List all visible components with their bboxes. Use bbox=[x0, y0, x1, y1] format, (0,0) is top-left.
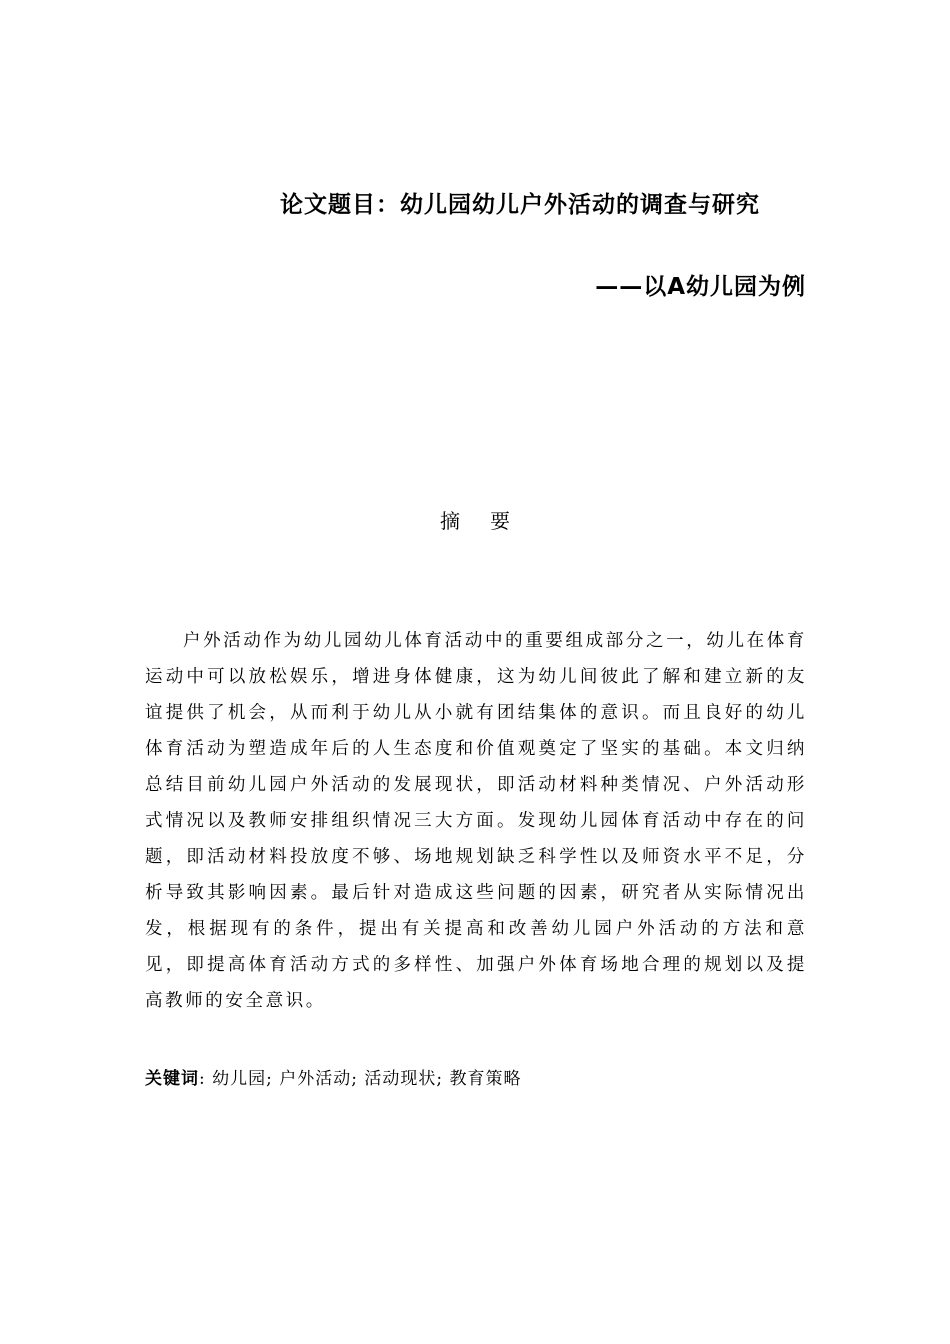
abstract-heading: 摘要 bbox=[440, 509, 540, 533]
paper-title: 论文题目：幼儿园幼儿户外活动的调查与研究 bbox=[280, 192, 760, 218]
abstract-body: 户外活动作为幼儿园幼儿体育活动中的重要组成部分之一，幼儿在体育运动中可以放松娱乐，增进身体健康，这为幼儿间彼此了解和建立新的友谊提供了机会，从而利于幼儿从小就有团结集体的意识。而且良好的幼儿体育活动为塑造成年后的人生态度和价值观奠定了坚实的基础。本文归纳总结目前幼儿园户外活动的发展现状，即活动材料种类情况、户外活动形式情况以及教师安排组织情况三大方面。发现幼儿园体育活动中存在的问题，即活动材料投放度不够、场地规划缺乏科学性以及师资水平不足，分析导致其影响因素。最后针对造成这些问题的因素，研究者从实际情况出发，根据现有的条件，提出有关提高和改善幼儿园户外活动的方法和意见，即提高体育活动方式的多样性、加强户外体育场地合理的规划以及提高教师的安全意识。 bbox=[145, 631, 807, 1011]
keywords-values: 幼儿园; 户外活动; 活动现状; 教育策略 bbox=[212, 1069, 522, 1089]
keywords-label: 关键词 bbox=[145, 1069, 199, 1089]
paper-subtitle: ——以A幼儿园为例 bbox=[595, 274, 806, 300]
keywords-colon: : bbox=[199, 1069, 213, 1089]
keywords-line bbox=[145, 1064, 522, 1089]
